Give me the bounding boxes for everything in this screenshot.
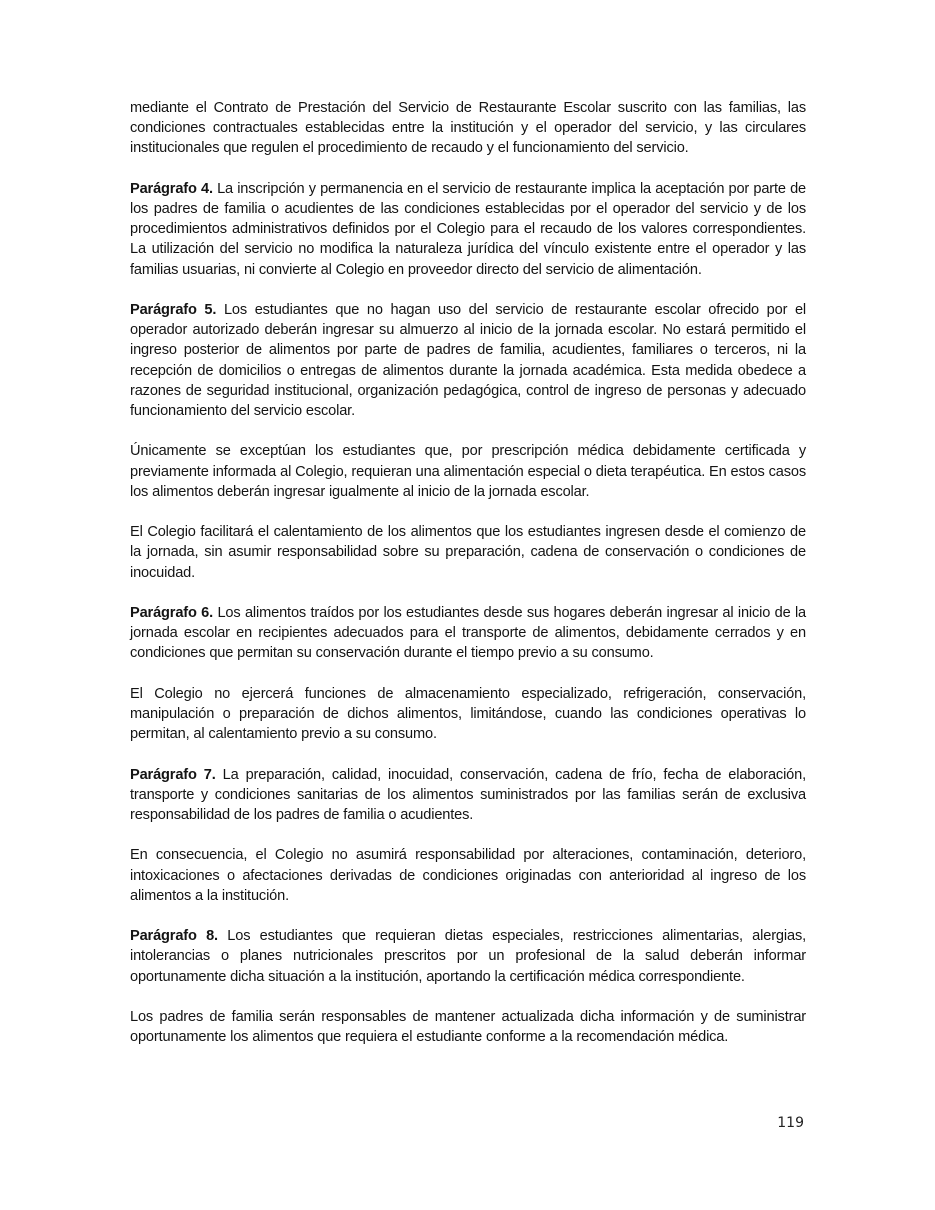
paragraph-text: En consecuencia, el Colegio no asumirá responsabilidad por alteraciones, contaminación, deterioro, intoxicaciones o afectaciones derivadas de condiciones originadas con anterioridad al ingreso de los alimentos a la institución. [130, 847, 806, 904]
page-number: 119 [777, 1115, 804, 1131]
paragraph-8-parents [130, 1007, 806, 1047]
paragraph-6 [130, 603, 806, 664]
paragraph-text: La inscripción y permanencia en el servicio de restaurante implica la aceptación por parte de los padres de familia o acudientes de las condiciones establecidas por el operador del servicio y de los procedimientos administrativos definidos por el Colegio para el recaudo de los valores correspondientes. La utilización del servicio no modifica la naturaleza jurídica del vínculo existente entre el operador y las familias usuarias, ni convierte al Colegio en proveedor directo del servicio de alimentación. [130, 180, 806, 278]
document-body [130, 98, 806, 1047]
paragraph-label: Parágrafo 5. [130, 302, 217, 318]
paragraph-8 [130, 926, 806, 987]
paragraph-6-storage [130, 684, 806, 745]
paragraph-5 [130, 300, 806, 421]
paragraph-label: Parágrafo 8. [130, 928, 218, 945]
paragraph-label: Parágrafo 6. [130, 605, 214, 621]
paragraph-text: mediante el Contrato de Prestación del Servicio de Restaurante Escolar suscrito con las familias, las condiciones contractuales establecidas entre la institución y el operador del servicio, y las circulares institucionales que regulen el procedimiento de recaudo y el funcionamiento del servicio. [130, 100, 806, 157]
paragraph-text: La preparación, calidad, inocuidad, conservación, cadena de frío, fecha de elaboración, transporte y condiciones sanitarias de los alimentos suministrados por las familias serán de exclusiva responsabilidad de los padres de familia o acudientes. [130, 766, 806, 823]
paragraph-continuation [130, 98, 806, 159]
paragraph-text: Los alimentos traídos por los estudiantes desde sus hogares deberán ingresar al inicio de la jornada escolar en recipientes adecuados para el transporte de alimentos, debidamente cerrados y en condiciones que permitan su conservación durante el tiempo previo a su consumo. [130, 605, 807, 662]
paragraph-text: Únicamente se exceptúan los estudiantes que, por prescripción médica debidamente certificada y previamente informada al Colegio, requieran una alimentación especial o dieta terapéutica. En estos casos los alimentos deberán ingresar igualmente al inicio de la jornada escolar. [130, 443, 806, 500]
paragraph-5-heating [130, 522, 806, 583]
paragraph-text: Los estudiantes que no hagan uso del servicio de restaurante escolar ofrecido por el operador autorizado deberán ingresar su almuerzo al inicio de la jornada escolar. No estará permitido el ingreso posterior de alimentos por parte de padres de familia, acudientes, familiares o terceros, ni la recepción de domicilios o entregas de alimentos durante la jornada académica. Esta medida obedece a razones de seguridad institucional, organización pedagógica, control de ingreso de personas y adecuado funcionamiento del servicio escolar. [130, 302, 807, 420]
paragraph-text: Los estudiantes que requieran dietas especiales, restricciones alimentarias, alergias, intolerancias o planes nutricionales prescritos por un profesional de la salud deberán informar oportunamente dicha situación a la institución, aportando la certificación médica correspondiente. [130, 928, 806, 985]
paragraph-label: Parágrafo 4. [130, 180, 213, 197]
paragraph-text: El Colegio facilitará el calentamiento de los alimentos que los estudiantes ingresen desde el comienzo de la jornada, sin asumir responsabilidad sobre su preparación, cadena de conservación o condiciones de inocuidad. [130, 524, 806, 581]
paragraph-text: El Colegio no ejercerá funciones de almacenamiento especializado, refrigeración, conservación, manipulación o preparación de dichos alimentos, limitándose, cuando las condiciones operativas lo permitan, al calentamiento previo a su consumo. [130, 685, 806, 743]
paragraph-7-liability [130, 845, 806, 906]
paragraph-label: Parágrafo 7. [130, 766, 216, 783]
paragraph-5-exception [130, 441, 806, 502]
paragraph-text: Los padres de familia serán responsables de mantener actualizada dicha información y de suministrar oportunamente los alimentos que requiera el estudiante conforme a la recomendación médica. [130, 1008, 806, 1046]
paragraph-4 [130, 179, 806, 280]
paragraph-7 [130, 765, 806, 826]
